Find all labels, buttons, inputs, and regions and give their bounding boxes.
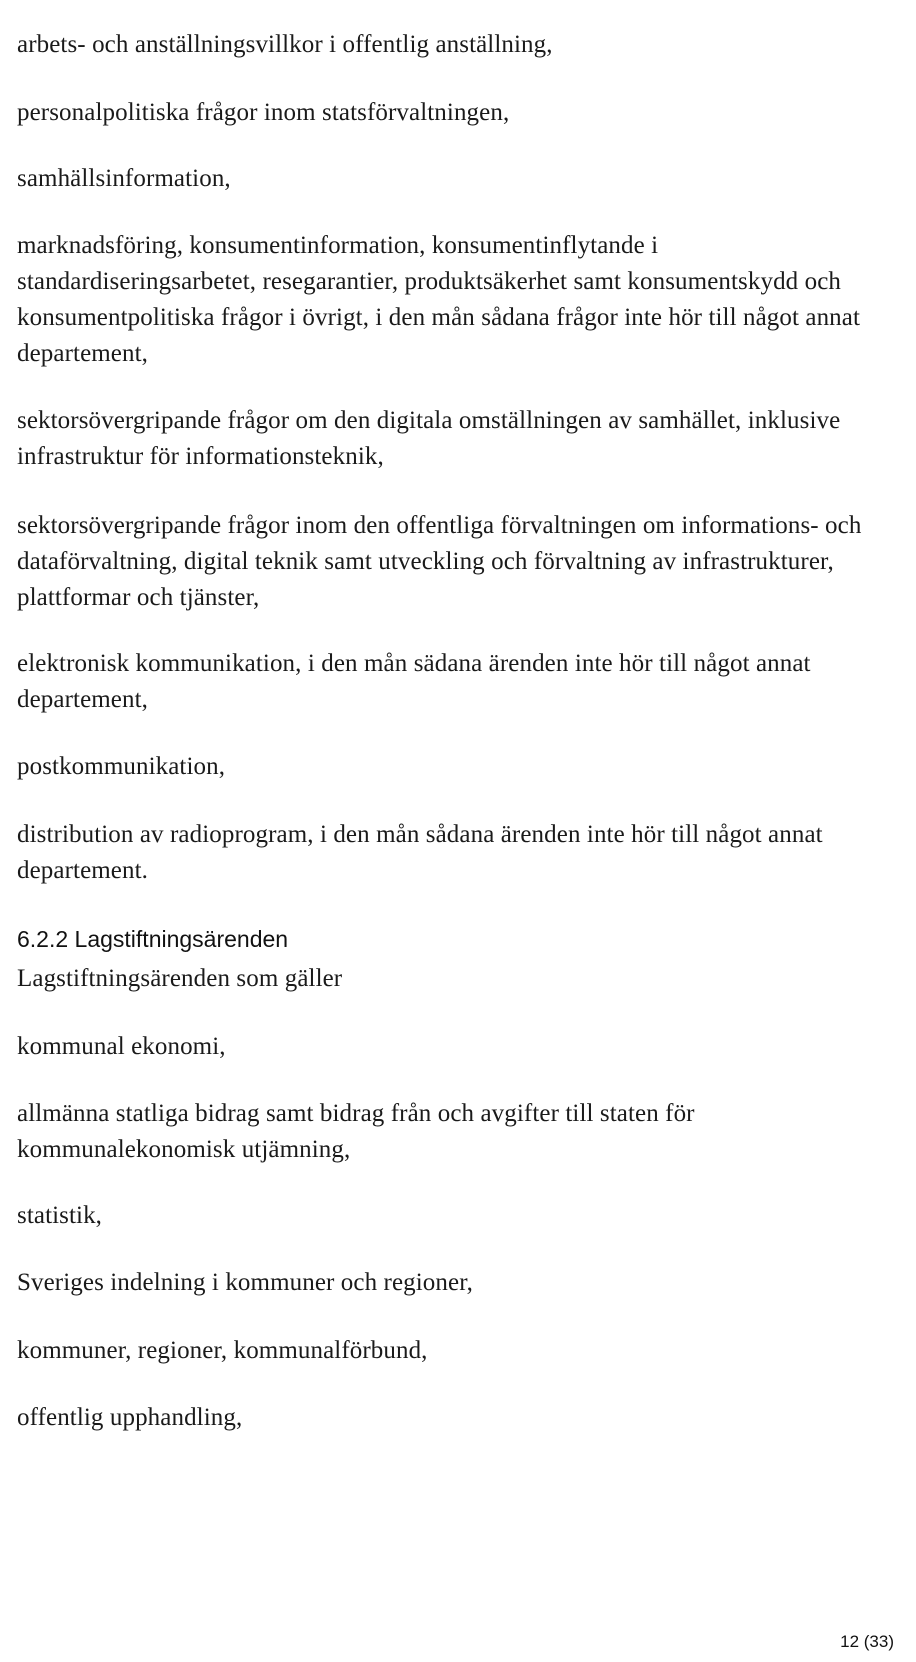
list-item: statistik, — [17, 1202, 103, 1229]
list-item: sektorsövergripande frågor om den digitala omställningen av samhället, inklusive infrastruktur för informationsteknik, — [17, 407, 841, 470]
section-heading: 6.2.2 Lagstiftningsärenden — [17, 926, 289, 952]
list-item: elektronisk kommunikation, i den mån sädana ärenden inte hör till något annat departement, — [17, 650, 811, 713]
section-intro: Lagstiftningsärenden som gäller — [17, 965, 343, 992]
list-item: marknadsföring, konsumentinformation, konsumentinflytande i standardiseringsarbetet, resegarantier, produktsäkerhet samt konsumentskydd och konsumentpolitiska frågor i övrigt, i den mån sådana frågor inte hör till något annat departement, — [17, 232, 861, 367]
list-item: sektorsövergripande frågor inom den offentliga förvaltningen om informations- och dataförvaltning, digital teknik samt utveckling och förvaltning av infrastrukturer, plattformar och tjänster, — [17, 512, 862, 611]
list-item: allmänna statliga bidrag samt bidrag från och avgifter till staten för kommunalekonomisk utjämning, — [17, 1100, 695, 1163]
list-item: kommuner, regioner, kommunalförbund, — [17, 1337, 428, 1364]
list-item: distribution av radioprogram, i den mån sådana ärenden inte hör till något annat departement. — [17, 821, 823, 884]
list-item: kommunal ekonomi, — [17, 1033, 226, 1060]
list-item: offentlig upphandling, — [17, 1404, 243, 1431]
page-number: 12 (33) — [840, 1632, 894, 1651]
list-item: arbets- och anställningsvillkor i offentlig anställning, — [17, 31, 553, 58]
list-item: Sveriges indelning i kommuner och regioner, — [17, 1269, 473, 1296]
list-item: postkommunikation, — [17, 753, 226, 780]
list-item: samhällsinformation, — [17, 165, 231, 192]
list-item: personalpolitiska frågor inom statsförvaltningen, — [17, 99, 510, 126]
